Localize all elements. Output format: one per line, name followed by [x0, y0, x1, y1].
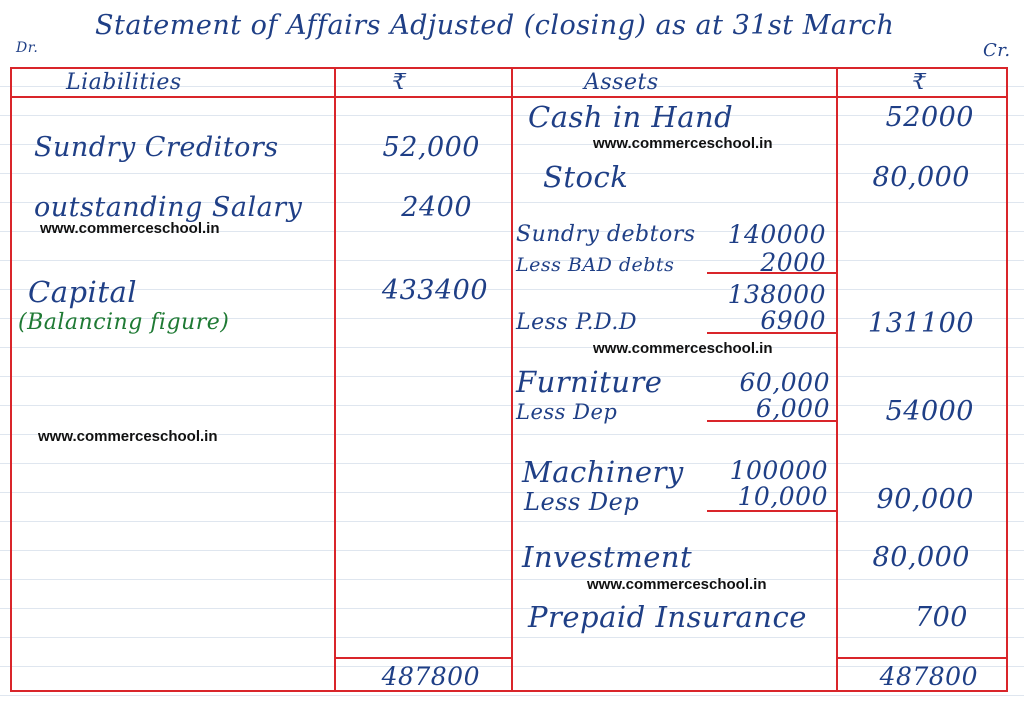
- asset-furniture-dep-amount: 6,000: [755, 394, 830, 423]
- watermark-text: www.commerceschool.in: [40, 220, 220, 237]
- column-divider-2: [511, 67, 513, 692]
- header-assets: Assets: [584, 70, 659, 95]
- asset-prepaid-amount: 700: [914, 602, 968, 633]
- column-divider-3: [836, 67, 838, 692]
- asset-bad-debts-amount: 2000: [760, 248, 826, 277]
- asset-debtors-label: Sundry debtors: [516, 222, 696, 247]
- column-divider-1: [334, 67, 336, 692]
- watermark-text: www.commerceschool.in: [593, 135, 773, 152]
- asset-machinery-gross: 100000: [729, 456, 828, 485]
- table-left-border: [10, 67, 12, 692]
- table-top-border: [10, 67, 1008, 69]
- asset-furniture-label: Furniture: [516, 365, 663, 399]
- asset-debtors-gross: 140000: [727, 220, 826, 249]
- asset-pdd-label: Less P.D.D: [516, 310, 638, 335]
- asset-machinery-net: 90,000: [876, 484, 974, 515]
- asset-pdd-amount: 6900: [760, 306, 826, 335]
- asset-investment-label: Investment: [522, 540, 693, 574]
- asset-machinery-dep-label: Less Dep: [524, 488, 640, 516]
- asset-prepaid-label: Prepaid Insurance: [528, 600, 807, 634]
- asset-machinery-label: Machinery: [522, 455, 684, 489]
- watermark-text: www.commerceschool.in: [593, 340, 773, 357]
- watermark-text: www.commerceschool.in: [38, 428, 218, 445]
- total-line-liabilities: [334, 657, 513, 659]
- asset-investment-amount: 80,000: [872, 542, 970, 573]
- liability-creditors-label: Sundry Creditors: [34, 132, 279, 163]
- dr-label: Dr.: [16, 40, 39, 56]
- asset-stock-label: Stock: [543, 160, 629, 194]
- liability-capital-note: (Balancing figure): [18, 310, 230, 335]
- liabilities-total: 487800: [381, 662, 480, 691]
- header-amount-assets: ₹: [912, 70, 927, 95]
- total-line-assets: [836, 657, 1008, 659]
- asset-stock-amount: 80,000: [872, 162, 970, 193]
- asset-debtors-subtotal: 138000: [727, 280, 826, 309]
- page-title: Statement of Affairs Adjusted (closing) as at 31st March: [95, 10, 895, 41]
- liability-creditors-amount: 52,000: [382, 132, 480, 163]
- liability-salary-amount: 2400: [401, 192, 472, 223]
- asset-furniture-dep-label: Less Dep: [516, 400, 618, 424]
- asset-furniture-gross: 60,000: [739, 368, 830, 397]
- asset-debtors-net: 131100: [867, 308, 974, 339]
- liability-salary-label: outstanding Salary: [34, 192, 303, 223]
- asset-cash-label: Cash in Hand: [528, 100, 734, 134]
- watermark-text: www.commerceschool.in: [587, 576, 767, 593]
- liability-capital-label: Capital: [28, 275, 138, 309]
- assets-total: 487800: [879, 662, 978, 691]
- liability-capital-amount: 433400: [381, 275, 488, 306]
- table-right-border: [1006, 67, 1008, 692]
- header-liabilities: Liabilities: [66, 70, 182, 95]
- asset-cash-amount: 52000: [885, 102, 974, 133]
- asset-machinery-dep-amount: 10,000: [737, 482, 828, 511]
- cr-label: Cr.: [983, 40, 1011, 61]
- header-amount-liabilities: ₹: [392, 70, 407, 95]
- asset-bad-debts-label: Less BAD debts: [516, 254, 675, 276]
- asset-furniture-net: 54000: [885, 396, 974, 427]
- header-divider: [10, 96, 1008, 98]
